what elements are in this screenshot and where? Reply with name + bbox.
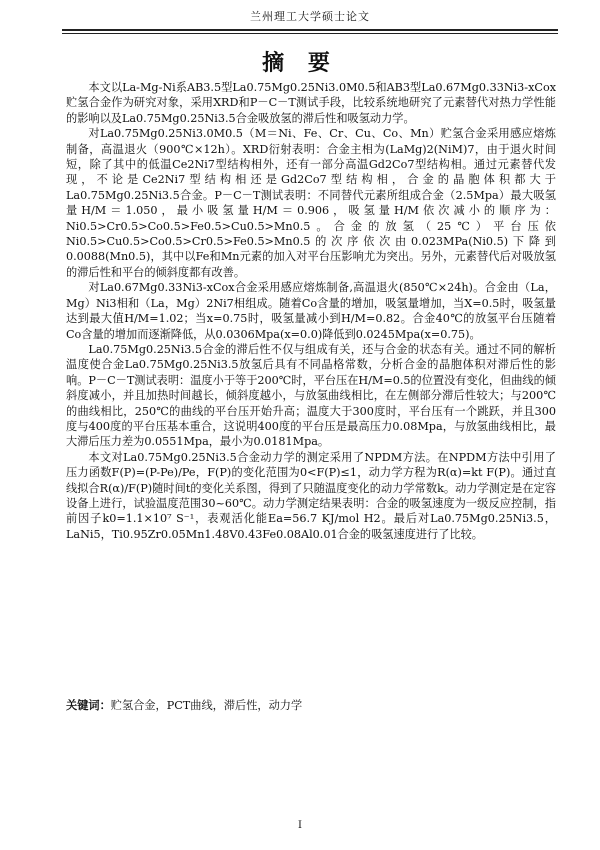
abstract-paragraph: 对La0.67Mg0.33Ni3-xCox合金采用感应熔炼制备,高温退火(850℃×24h)。合金由（La，Mg）Ni3相和（La，Mg）2Ni7相组成。随着Co含量的增加，吸氢量增加，当X=0.5时，吸氢量达到最大值H/M=1.02；当x=0.75时，吸氢量减小到H/M=0.82。合金40℃的放氢平台压随着Co含量的增加而逐渐降低，从0.0306Mpa(x=0.0)降低到0.0245Mpa(x=0.75)。 <box>66 281 556 341</box>
running-header: 兰州理工大学硕士论文 <box>62 8 558 31</box>
abstract-paragraph: 本文以La-Mg-Ni系AB3.5型La0.75Mg0.25Ni3.0M0.5和AB3型La0.67Mg0.33Ni3-xCox贮氢合金作为研究对象，采用XRD和P－C－T测试手段，比较系统地研究了元素替代对热力学性能的影响以及La0.75Mg0.25Ni3.5合金吸放氢的滞后性和吸氢动力学。 <box>66 81 556 125</box>
keywords-label: 关键词： <box>66 698 111 712</box>
abstract-paragraph: 对La0.75Mg0.25Ni3.0M0.5（M＝Ni、Fe、Cr、Cu、Co、Mn）贮氢合金采用感应熔炼制备，高温退火（900℃×12h）。XRD衍射表明：合金主相为(LaMg)2(NiM)7，由于退火时间短，除了其中的低温Ce2Ni7型结构相外，还有一部分高温Gd2Co7型结构相。通过元素替代发现，不论是Ce2Ni7型结构相还是Gd2Co7型结构相，合金的晶胞体积都大于La0.75Mg0.25Ni3.5合金。P－C－T测试表明：不同替代元素所组成合金（2.5Mpa）最大吸氢量H/M＝1.050，最小吸氢量H/M＝0.906，吸氢量H/M依次减小的顺序为：Ni0.5>Cr0.5>Co0.5>Fe0.5>Cu0.5>Mn0.5。合金的放氢（25℃）平台压依Ni0.5>Cu0.5>Co0.5>Cr0.5>Fe0.5>Mn0.5的次序依次由0.023MPa(Ni0.5)下降到0.0088(Mn0.5)，其中以Fe和Mn元素的加入对平台压影响尤为突出。另外，元素替代后对吸放氢的滞后性和平台的倾斜度都有改善。 <box>66 127 556 279</box>
abstract-body <box>66 80 556 542</box>
page-title: 摘 要 <box>262 50 338 76</box>
keywords-text: 贮氢合金，PCT曲线，滞后性，动力学 <box>110 699 303 712</box>
abstract-paragraph: 本文对La0.75Mg0.25Ni3.5合金动力学的测定采用了NPDM方法。在NPDM方法中引用了压力函数F(P)=(P-Pe)/Pe，F(P)的变化范围为0<F(P)≤1，动力学方程为R(α)=kt F(P)。通过直线拟合R(α)/F(P)随时间t的变化关系图，得到了只随温度变化的动力学常数k。动力学测定是在定容设备上进行，试验温度范围30~60℃。动力学测定结果表明：合金的吸氢速度为一级反应控制，指前因子k0=1.1×10⁷ S⁻¹，表观活化能Ea=56.7 KJ/mol H2。最后对La0.75Mg0.25Ni3.5，LaNi5，Ti0.95Zr0.05Mn1.48V0.43Fe0.08Al0.01合金的吸氢速度进行了比较。 <box>66 450 556 541</box>
keywords <box>66 697 556 713</box>
page-number: I <box>298 820 302 831</box>
abstract-paragraph: La0.75Mg0.25Ni3.5合金的滞后性不仅与组成有关，还与合金的状态有关。通过不同的解析温度使合金La0.75Mg0.25Ni3.5放氢后具有不同晶格常数，分析合金的晶胞体积对滞后性的影响。P－C－T测试表明：温度小于等于200℃时，平台压在H/M=0.5的位置没有变化，但曲线的倾斜度减小，并且加热时间越长，倾斜度越小，与放氢曲线相比，在左侧部分滞后性较大；与200℃的曲线相比，250℃的曲线的平台压开始升高；温度大于300度时，平台压有一个跳跃，并且300度与400度的平台压基本重合，这说明400度的平台压是最高压力0.08Mpa，与放氢曲线相比，最大滞后压力差为0.0551Mpa，最小为0.0181Mpa。 <box>66 342 556 449</box>
